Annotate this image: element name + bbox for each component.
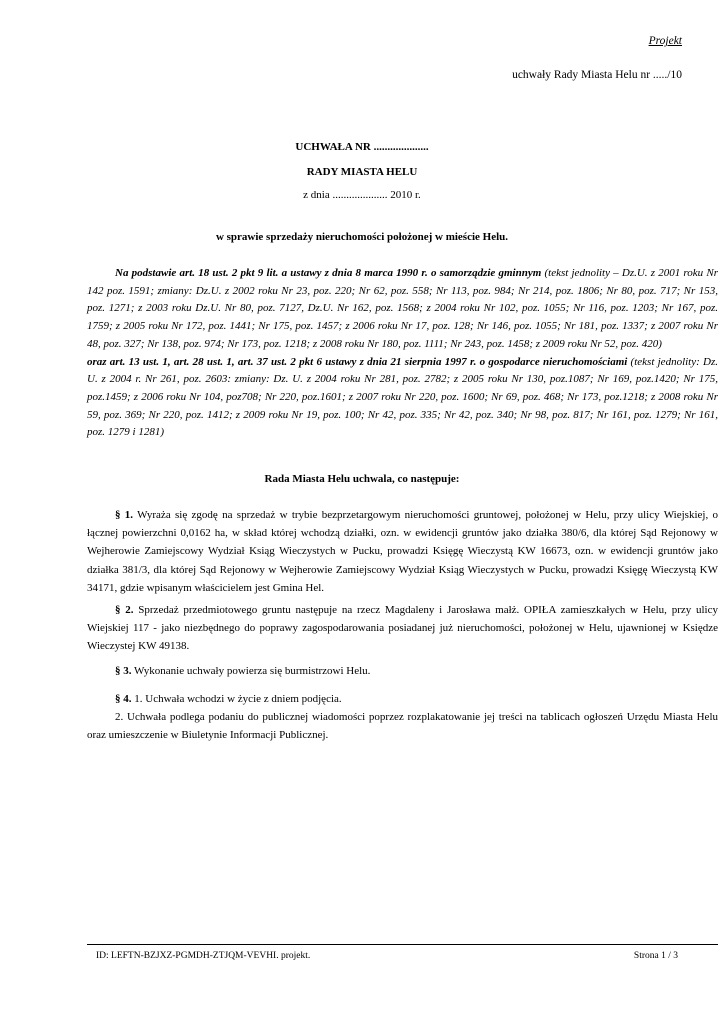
section-4-text-1: 1. Uchwała wchodzi w życie z dniem podjęcia.: [131, 693, 342, 705]
section-1-text: Wyraża się zgodę na sprzedaż w trybie bezprzetargowym nieruchomości gruntowej, położonej w Helu, przy ulicy Wiejskiej, o łącznej powierzchni 0,0162 ha, w skład której wchodzą działki, ozn. w ewidencji gruntów jako działka 380/6, dla której Sąd Rejonowy w Wejherowie Zamiejscowy Wydział Ksiąg Wieczystych w Pucku, prowadzi Księgę Wieczystą KW 16673, ozn. w ewidencji gruntów jako działka 381/3, dla której Sąd Rejonowy w Wejherowie Zamiejscowy Wydział Ksiąg Wieczystych w Pucku, prowadzi Księgę Wieczystą KW 34171, gdzie wpisanym właścicielem jest Gmina Hel.: [87, 509, 718, 594]
section-2-text: Sprzedaż przedmiotowego gruntu następuje na rzecz Magdaleny i Jarosława małż. OPIŁA zamieszkałych w Helu, przy ulicy Wiejskiej 117 - jako niezbędnego do poprawy zagospodarowania posiadanej już nieruchomości, położonej w Helu, ujawnionej w Księdze Wieczystej KW 49138.: [87, 604, 718, 653]
section-1: [87, 506, 718, 597]
resolves-heading: Rada Miasta Helu uchwala, co następuje:: [264, 473, 460, 485]
section-2-label: § 2.: [115, 604, 134, 616]
legal-basis-act2-citations: (tekst jednolity: Dz. U. z 2004 r. Nr 261, poz. 2603: zmiany: Dz. U. z 2004 roku Nr 281, poz. 2782; z 2005 roku Nr 130, poz.1087; Nr 169, poz.1420; Nr 175, poz.1459; z 2006 roku Nr 104, poz708; Nr 220, poz.1601; z 2007 roku Nr 220, poz. 1600; Nr 69, poz. 468; Nr 173, poz.1218; z 2008 roku Nr 59, poz. 369; Nr 220, poz. 1412; z 2009 roku Nr 19, poz. 100; Nr 42, poz. 335; Nr 42, poz. 340; Nr 98, poz. 817; Nr 161, poz. 1279; Nr 161, poz. 1279 i 1281): [87, 355, 718, 439]
resolution-reference: uchwały Rady Miasta Helu nr ...../10: [512, 69, 682, 81]
section-4-label: § 4.: [115, 693, 132, 705]
footer-divider: [87, 944, 718, 945]
section-4: [87, 690, 718, 745]
document-id: ID: LEFTN-BZJXZ-PGMDH-ZTJQM-VEVHI. projekt.: [96, 951, 311, 961]
legal-basis-act1-citations: (tekst jednolity – Dz.U. z 2001 roku Nr 142 poz. 1591; zmiany: Dz.U. z 2002 roku Nr 23, poz. 220; Nr 62, poz. 558; Nr 113, poz. 984; Nr 214, poz. 1806; Nr 80, poz. 717; Nr 153, poz. 1271; z 2003 roku Dz.U. Nr 80, poz. 7127, Dz.U. Nr 162, poz. 1568; z 2004 roku Nr 102, poz. 1055; Nr 116, poz. 1203; Nr 167, poz. 1759; z 2005 roku Nr 172, poz. 1441; Nr 175, poz. 1457; z 2006 roku Nr 17, poz. 128; Nr 146, poz. 1055; Nr 181, poz. 1337; z 2007 roku Nr 48, poz. 327; Nr 138, poz. 974; Nr 173, poz. 1218; z 2008 roku Nr 180, poz. 1111; Nr 243, poz. 1458; z 2009 roku Nr 52, poz. 420): [87, 267, 719, 350]
section-3-text: Wykonanie uchwały powierza się burmistrzowi Helu.: [131, 665, 371, 677]
resolution-number: UCHWAŁA NR ....................: [295, 141, 429, 153]
page-number: Strona 1 / 3: [633, 951, 678, 961]
resolution-date: z dnia .................... 2010 r.: [303, 189, 421, 201]
resolution-subject: w sprawie sprzedaży nieruchomości położonej w mieście Helu.: [215, 231, 509, 243]
legal-basis-act1: Na podstawie art. 18 ust. 2 pkt 9 lit. a ustawy z dnia 8 marca 1990 r. o samorządzie gminnym: [115, 267, 542, 279]
legal-basis-act2: oraz art. 13 ust. 1, art. 28 ust. 1, art. 37 ust. 2 pkt 6 ustawy z dnia 21 sierpnia 1997 r. o gospodarce nieruchomościami: [87, 355, 628, 368]
section-1-label: § 1.: [115, 509, 134, 521]
projekt-label: Projekt: [648, 35, 682, 47]
legal-basis: [87, 265, 718, 442]
section-4-text-2: 2. Uchwała podlega podaniu do publicznej wiadomości poprzez rozplakatowanie jej treści na tablicach ogłoszeń Urzędu Miasta Helu oraz umieszczenie w Biuletynie Informacji Publicznej.: [87, 711, 718, 742]
section-3-label: § 3.: [115, 665, 132, 677]
council-name: RADY MIASTA HELU: [306, 166, 418, 178]
section-3: [87, 662, 718, 680]
section-2: [87, 601, 718, 656]
